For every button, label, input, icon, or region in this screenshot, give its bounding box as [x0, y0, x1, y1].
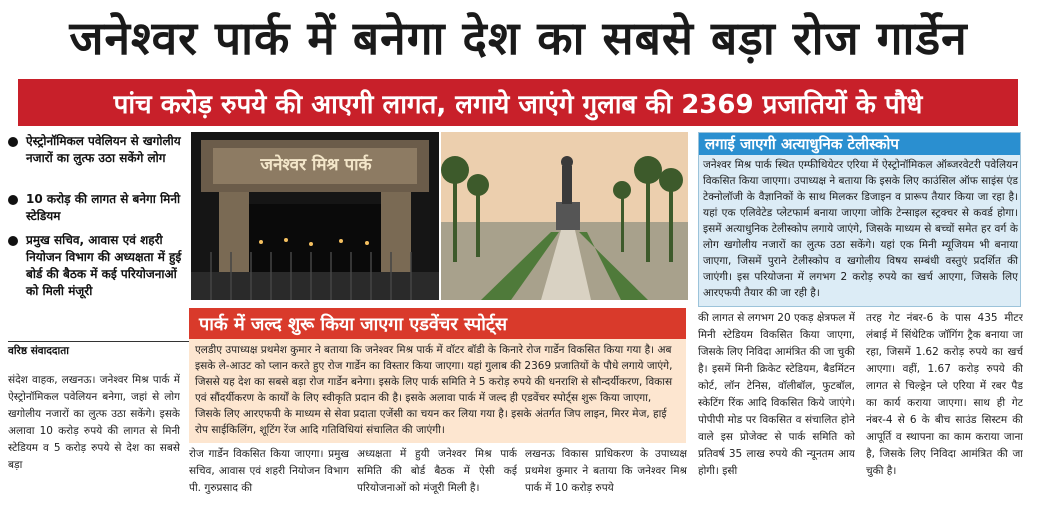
telescope-body: जनेश्वर मिश्र पार्क स्थित एम्फीथियेटर एरिया में ऐस्ट्रोनॉमिकल ऑब्जरवेटरी पवेलियन विकसित किया जाएगा। उपाध्यक्ष ने बताया कि इसके लिए काउंसिल ऑफ साइंस एंड टेक्नोलॉजी के वैज्ञानिकों के साथ मिलकर डिजाइन व प्रारूप तैयार किया जा रहा है। यहां एक एलिवेटेड प्लेटफार्म बनाया जाएगा जोकि टेन्साइल स्ट्रक्चर से कवर्ड होगा। इसमें अत्याधुनिक टेलीस्कोप लगाये जाएंगे, जिसके माध्यम से बच्चों समेत हर वर्ग के लोग खगोलीय नजारों का लुत्फ उठा सकेंगे। यहां एक मिनी म्यूजियम भी बनाया जाएगा, जिसमें पुराने टेलीस्कोप व खगोलीय विषय सम्बंधी वस्तुएं प्रदर्शित की जाएंगी। इस परियोजना में लगभग 2 करोड़ रुपये का खर्च आएगा, जिसके लिए आरएफपी तैयार की जा रही है। — [703, 159, 1018, 299]
park-gate-photo — [191, 132, 439, 300]
article-column-2: रोज गार्डेन विकसित किया जाएगा। प्रमुख सचिव, आवास एवं शहरी नियोजन विभाग पी. गुरुप्रसाद की — [189, 448, 349, 494]
article-column-5: की लागत से लगभग 20 एकड़ क्षेत्रफल में मिनी स्टेडियम विकसित किया जाएगा, जिसके लिए निविदा आमंत्रित की जा चुकी है। इसमें मिनी क्रिकेट स्टेडियम, बैडमिंटन कोर्ट, लॉन टेनिस, वॉलीबॉल, फुटबॉल, स्केटिंग रिंक आदि विकसित किये जाएंगे। पोपीपी मोड पर विकसित व संचालित होने वाले इस प्रोजेक्ट से पार्क समिति को प्रतिवर्ष 35 लाख रुपये की न्यूनतम आय होगी। इसी — [698, 312, 855, 477]
bullet-text: 10 करोड़ की लागत से बनेगा मिनी स्टेडियम — [26, 192, 181, 223]
telescope-heading: लगाई जाएगी अत्याधुनिक टेलीस्कोप — [699, 133, 1020, 155]
article-column-1: संदेश वाहक, लखनऊ। जनेश्वर मिश्र पार्क में ऐस्ट्रोनॉमिकल पवेलियन बनेगा, जहां से लोग खगोलीय नजारों का लुत्फ उठा सकेंगे। इसके अलावा 10 करोड़ रुपये की लागत से मिनी स्टेडियम व 5 करोड़ रुपये से देश का सबसे बड़ा — [8, 374, 180, 471]
subheadline-band: पांच करोड़ रुपये की आएगी लागत, लगाये जाएंगे गुलाब की 2369 प्रजातियों के पौधे — [18, 79, 1018, 126]
article-column-4: लखनऊ विकास प्राधिकरण के उपाध्यक्ष प्रथमेश कुमार ने बताया कि जनेश्वर मिश्र पार्क में 10 करोड़ रुपये — [525, 448, 687, 494]
bullet-item — [8, 133, 190, 167]
bullet-item — [8, 232, 190, 300]
bullet-dot-icon — [8, 195, 18, 205]
article-column-6: तरह गेट नंबर-6 के पास 435 मीटर लंबाई में सिंथेटिक जॉगिंग ट्रैक बनाया जा रहा, जिसमें 1.62 करोड़ रुपये का खर्च आएगा। वहीं, 1.67 करोड़ रुपये की लागत से चिल्ड्रेन प्ले एरिया में रबर पैड का कार्य कराया जाएगा। साथ ही गेट नंबर-4 से 6 के बीच साउंड सिस्टम की आपूर्ति व स्थापना का काम कराया जाना है, जिसके लिए निविदा आमंत्रित की जा चुकी है। — [866, 312, 1023, 477]
headline: जनेश्वर पार्क में बनेगा देश का सबसे बड़ा रोज गार्डेन — [69, 11, 968, 65]
bullet-text: ऐस्ट्रोनॉमिकल पवेलियन से खगोलीय नजारों का लुत्फ उठा सकेंगे लोग — [26, 134, 181, 165]
bullet-dot-icon — [8, 137, 18, 147]
gate-sign-text: जनेश्वर मिश्र पार्क — [260, 155, 372, 175]
park-statue-illustration — [441, 132, 688, 300]
bullet-text: प्रमुख सचिव, आवास एवं शहरी नियोजन विभाग की अध्यक्षता में हुई बोर्ड की बैठक में कई परियोजनाओं को मिली मंजूरी — [26, 233, 182, 298]
article-column-3: अध्यक्षता में हुयी जनेश्वर मिश्र पार्क समिति की बोर्ड बैठक में ऐसी कई परियोजनाओं को मंजूरी मिली है। — [357, 448, 517, 494]
bullet-item — [8, 191, 190, 225]
telescope-box — [698, 132, 1021, 307]
adventure-body: एलडीए उपाध्यक्ष प्रथमेश कुमार ने बताया कि जनेश्वर मिश्र पार्क में वॉटर बॉडी के किनारे रोज गार्डेन विकसित किया गया है। अब इसके ले-आउट को प्लान करते हुए रोज गार्डेन का विस्तार किया जाएगा। यहां गुलाब की 2369 प्रजातियों के पौधे लगाये जाएंगे, जिससे यह देश का सबसे बड़ा रोज गार्डेन बनेगा। इसके लिए पार्क समिति ने 5 करोड़ रुपये की धनराशि से सौन्दर्यीकरण, विकास एवं सौंदर्यीकरण के कार्यों के लिए स्वीकृति प्रदान की है। इसके अलावा पार्क में जल्द ही एडवेंचर स्पोर्ट्स शुरू किया जाएगा, जिसके लिए आरएफपी के माध्यम से सेवा प्रदाता एजेंसी का चयन कर लिया गया है। इसके अंतर्गत जिप लाइन, मिरर मेज, हाई रोप साईकिलिंग, शूटिंग रेंज आदि गतिविधियां संचालित की जाएंगी। — [189, 339, 686, 443]
adventure-heading: पार्क में जल्द शुरू किया जाएगा एडवेंचर स्पोर्ट्स — [189, 308, 686, 339]
byline: वरिष्ठ संवाददाता — [8, 341, 190, 358]
park-statue-photo — [441, 132, 688, 300]
bullet-dot-icon — [8, 236, 18, 246]
